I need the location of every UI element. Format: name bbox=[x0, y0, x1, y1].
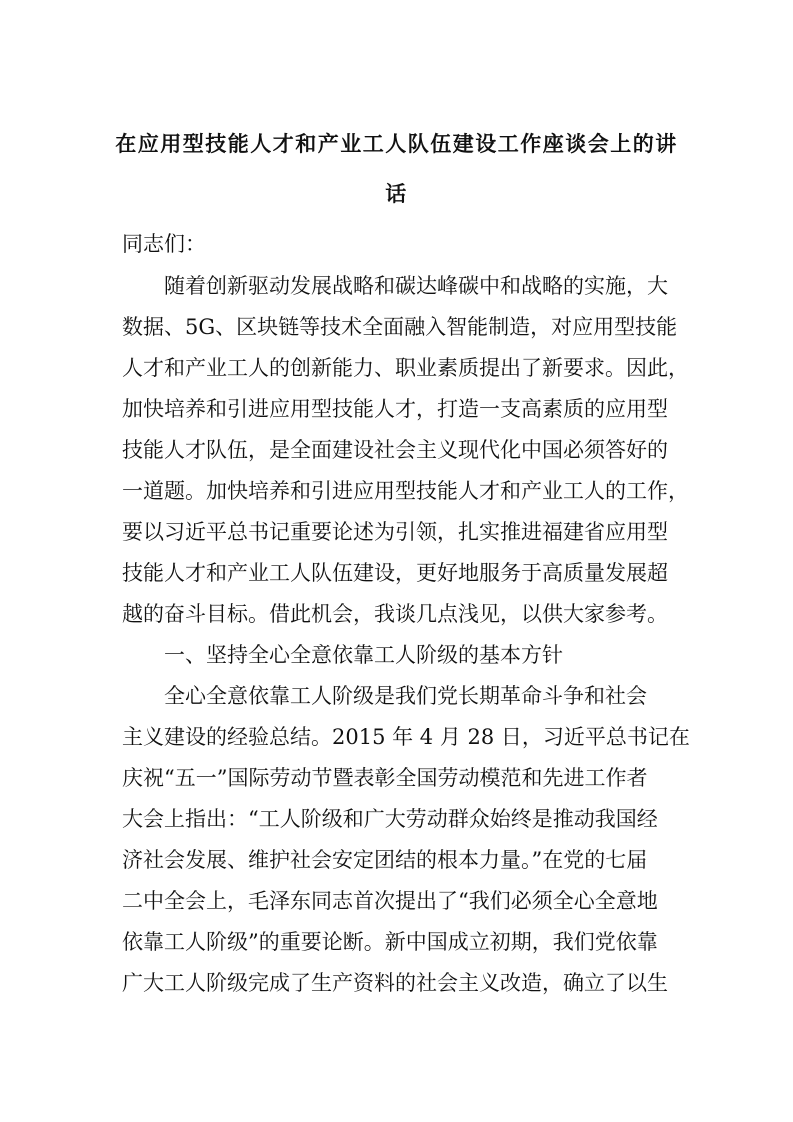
document-title-line-2: 话 bbox=[385, 181, 408, 206]
paragraph-2-line-8: 广大工人阶级完成了生产资料的社会主义改造，确立了以生 bbox=[122, 971, 668, 995]
paragraph-1-line-3: 人才和产业工人的创新能力、职业素质提出了新要求。因此， bbox=[122, 356, 689, 380]
paragraph-2-line-7: 依靠工人阶级”的重要论断。新中国成立初期，我们党依靠 bbox=[122, 930, 658, 954]
paragraph-1-line-1: 随着创新驱动发展战略和碳达峰碳中和战略的实施，大 bbox=[164, 274, 668, 298]
paragraph-1-line-8: 技能人才和产业工人队伍建设，更好地服务于高质量发展超 bbox=[122, 561, 668, 585]
section-heading-1: 一、坚持全心全意依靠工人阶级的基本方针 bbox=[164, 643, 563, 667]
paragraph-2-line-5: 济社会发展、维护社会安定团结的根本力量。”在党的七届 bbox=[122, 848, 648, 872]
paragraph-1-line-6: 一道题。加快培养和引进应用型技能人才和产业工人的工作， bbox=[122, 479, 689, 503]
paragraph-1-line-2: 数据、5G、区块链等技术全面融入智能制造，对应用型技能 bbox=[122, 315, 678, 339]
paragraph-2-line-3: 庆祝“五一”国际劳动节暨表彰全国劳动模范和先进工作者 bbox=[122, 766, 648, 790]
paragraph-1-line-9: 越的奋斗目标。借此机会，我谈几点浅见，以供大家参考。 bbox=[122, 602, 668, 626]
paragraph-1-line-5: 技能人才队伍，是全面建设社会主义现代化中国必须答好的 bbox=[122, 438, 668, 462]
paragraph-1-line-7: 要以习近平总书记重要论述为引领，扎实推进福建省应用型 bbox=[122, 520, 668, 544]
paragraph-1-line-4: 加快培养和引进应用型技能人才，打造一支高素质的应用型 bbox=[122, 397, 668, 421]
document-title-line-1: 在应用型技能人才和产业工人队伍建设工作座谈会上的讲 bbox=[115, 131, 678, 156]
paragraph-2-line-1: 全心全意依靠工人阶级是我们党长期革命斗争和社会 bbox=[164, 684, 647, 708]
salutation: 同志们： bbox=[122, 232, 206, 256]
paragraph-2-line-2: 主义建设的经验总结。2015 年 4 月 28 日，习近平总书记在 bbox=[122, 725, 690, 749]
paragraph-2-line-4: 大会上指出：“工人阶级和广大劳动群众始终是推动我国经 bbox=[122, 807, 658, 831]
paragraph-2-line-6: 二中全会上，毛泽东同志首次提出了“我们必须全心全意地 bbox=[122, 889, 658, 913]
